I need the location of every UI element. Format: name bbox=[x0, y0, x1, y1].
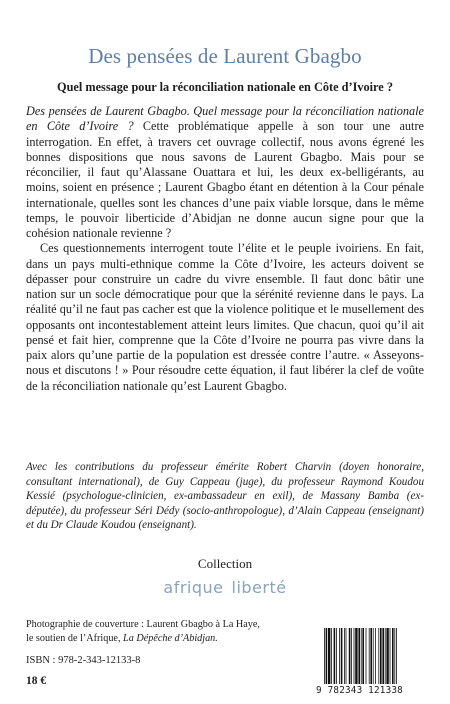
summary-text bbox=[26, 104, 424, 394]
photo-credit-publication: La Dépêche d’Abidjan. bbox=[123, 632, 218, 644]
summary-italic-lead: Des pensées de Laurent Gbagbo. Quel message pour la réconciliation nationale en Côte d’Ivoire ? bbox=[26, 104, 424, 134]
summary-paragraph-1 bbox=[26, 104, 424, 241]
logo-word-liberte: liberté bbox=[231, 578, 287, 597]
book-subtitle: Quel message pour la réconciliation nationale en Côte d’Ivoire ? bbox=[57, 80, 393, 94]
price-text: 18 € bbox=[26, 675, 47, 687]
contributors-text: Avec les contributions du professeur émérite Robert Charvin (doyen honoraire, consultant international), de Guy Cappeau (juge), du professeur Raymond Koudou Kessié (psychologue-clinicien, ex-ambassadeur en exil), de Massany Bamba (ex-députée), du professeur Séri Dédy (socio-anthropologue), d’Alain Cappeau (enseignant) et du Dr Claude Koudou (enseignant). bbox=[26, 461, 424, 532]
collection-logo bbox=[0, 578, 450, 597]
barcode bbox=[322, 628, 426, 684]
photo-credit-line-2 bbox=[26, 632, 286, 646]
photo-credit-line-1: Photographie de couverture : Laurent Gbagbo à La Haye, bbox=[26, 619, 260, 630]
logo-word-afrique: afrique bbox=[163, 578, 224, 597]
photo-credit-source: le soutien de l’Afrique, bbox=[26, 632, 124, 644]
barcode-icon bbox=[322, 628, 426, 684]
summary-paragraph-2: Ces questionnements interrogent toute l’élite et le peuple ivoiriens. En fait, dans un pays multi-ethnique comme la Côte d’Ivoire, les acteurs doivent se dépasser pour construire un cadre du vivre ensemble. Il faut donc bâtir une nation sur un socle démocratique pour que la sérénité revienne dans le pays. La réalité qu’il ne faut pas cacher est que la violence politique et le musellement des opposants ont incontestablement atteint leurs limites. Que chacun, quoi qu’il ait pensé et fait hier, comprenne que la Côte d’Ivoire ne pourra pas vivre dans la paix alors qu’une partie de la population est dressée contre l’autre. « Asseyons-nous et discutons ! » Pour résoudre cette équation, il faut libérer la clef de voûte de la réconciliation nationale qu’est Laurent Gbagbo. bbox=[26, 241, 424, 393]
isbn-text: ISBN : 978-2-343-12133-8 bbox=[26, 655, 141, 666]
photo-credit bbox=[26, 618, 286, 645]
summary-paragraph-1-rest: Cette problématique appelle à son tour une autre interrogation. En effet, à travers cet ouvrage collectif, nous avons égrené les bonnes dispositions que nous savons de Laurent Gbagbo. Mais pour se réconcilier, il faut qu’Alassane Ouattara et lui, les deux ex-belligérants, au moins, soient en présence ; Laurent Gbagbo étant en détention à la Cour pénale internationale, quelles sont les chances d’une paix viable lorsque, dans le même temps, le pouvoir liberticide d’Abidjan ne donne aucun signe pour que la cohésion nationale revienne ? bbox=[26, 119, 424, 240]
book-title: Des pensées de Laurent Gbagbo bbox=[88, 44, 362, 68]
collection-label: Collection bbox=[197, 556, 253, 571]
barcode-digits: 9 782343 121338 bbox=[316, 685, 403, 696]
